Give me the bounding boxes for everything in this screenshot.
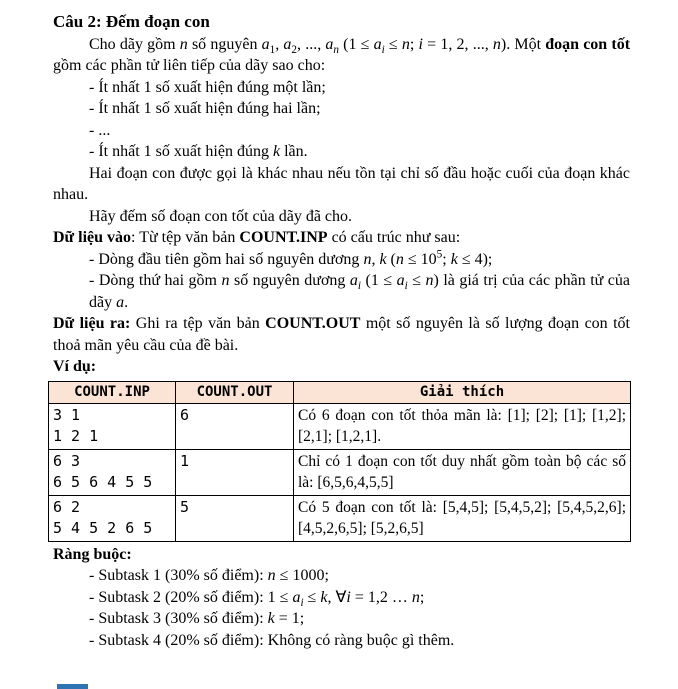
input-line: 5 4 5 2 6 5 xyxy=(53,518,153,537)
problem-title: Câu 2: Đếm đoạn con xyxy=(53,12,210,31)
example-2-explanation: Chỉ có 1 đoạn con tốt duy nhất gồm toàn bộ các số là: [6,5,6,4,5,5] xyxy=(294,449,631,495)
examples-header-row xyxy=(49,381,631,403)
example-label: Ví dụ: xyxy=(53,358,97,375)
example-1-input xyxy=(49,403,176,449)
example-2-output: 1 xyxy=(176,449,294,495)
subtask-1: - Subtask 1 (30% số điểm): n ≤ 1000; xyxy=(89,567,329,584)
example-2-input xyxy=(49,449,176,495)
distinct-definition: Hai đoạn con được gọi là khác nhau nếu tồn tại chỉ số đầu hoặc cuối của đoạn khác nhau. xyxy=(53,164,630,203)
example-3-explanation: Có 5 đoạn con tốt là: [5,4,5]; [5,4,5,2]; [5,4,5,2,6]; [4,5,2,6,5]; [5,2,6,5] xyxy=(294,495,631,541)
condition-item-2: - Ít nhất 1 số xuất hiện đúng hai lần; xyxy=(89,100,321,117)
example-1-output: 6 xyxy=(176,403,294,449)
condition-item-k: - Ít nhất 1 số xuất hiện đúng k lần. xyxy=(89,143,308,160)
input-line-2: - Dòng thứ hai gồm n số nguyên dương $a_i$ $(1 \le a_i \le n)$ là giá trị của các phần tử của dãy a. xyxy=(89,272,631,311)
example-3-output: 5 xyxy=(176,495,294,541)
table-row xyxy=(49,449,631,495)
input-line: 6 5 6 4 5 5 xyxy=(53,472,153,491)
output-section-head: Dữ liệu ra: Ghi ra tệp văn bản COUNT.OUT một số nguyên là số lượng đoạn con tốt thoả mãn yêu cầu của đề bài. xyxy=(53,315,630,354)
input-line-1: - Dòng đầu tiên gồm hai số nguyên dương n, k ($n \le 10^5$; k ≤ 4); xyxy=(89,248,493,268)
header-explanation: Giải thích xyxy=(294,381,631,403)
condition-item-ellipsis: - ... xyxy=(89,121,111,139)
subtask-4: - Subtask 4 (20% số điểm): Không có ràng buộc gì thêm. xyxy=(89,631,455,649)
input-line: 3 1 xyxy=(53,405,81,424)
input-line: 1 2 1 xyxy=(53,426,99,445)
table-row xyxy=(49,495,631,541)
condition-item-1: - Ít nhất 1 số xuất hiện đúng một lần; xyxy=(89,78,326,96)
subtask-2: - Subtask 2 (20% số điểm): $1 \le a_i \le k$, ∀i = 1,2 … n; xyxy=(89,588,425,609)
constraints-head: Ràng buộc: xyxy=(53,545,132,563)
example-1-explanation: Có 6 đoạn con tốt thỏa mãn là: [1]; [2]; [1]; [1,2]; [2,1]; [1,2,1]. xyxy=(294,403,631,449)
input-section-head: Dữ liệu vào: Từ tệp văn bản COUNT.INP có cấu trúc như sau: xyxy=(53,229,461,246)
examples-table xyxy=(48,381,631,542)
subtask-3: - Subtask 3 (30% số điểm): k = 1; xyxy=(89,610,305,627)
input-line: 6 2 xyxy=(53,497,81,516)
example-3-input xyxy=(49,495,176,541)
task-statement: Hãy đếm số đoạn con tốt của dãy đã cho. xyxy=(89,207,353,225)
problem-intro: Cho dãy gồm n số nguyên $a_1$, $a_2$, ..., $a_n$ ($1 \le a_i \le n$; i = 1, 2, ..., n). Một đoạn con tốt gồm các phần tử liên tiếp của dãy sao cho: xyxy=(53,35,631,74)
next-page-fragment-marker xyxy=(57,684,88,689)
input-line: 6 3 xyxy=(53,451,81,470)
header-count-out: COUNT.OUT xyxy=(176,381,294,403)
table-row xyxy=(49,403,631,449)
header-count-inp: COUNT.INP xyxy=(49,381,176,403)
